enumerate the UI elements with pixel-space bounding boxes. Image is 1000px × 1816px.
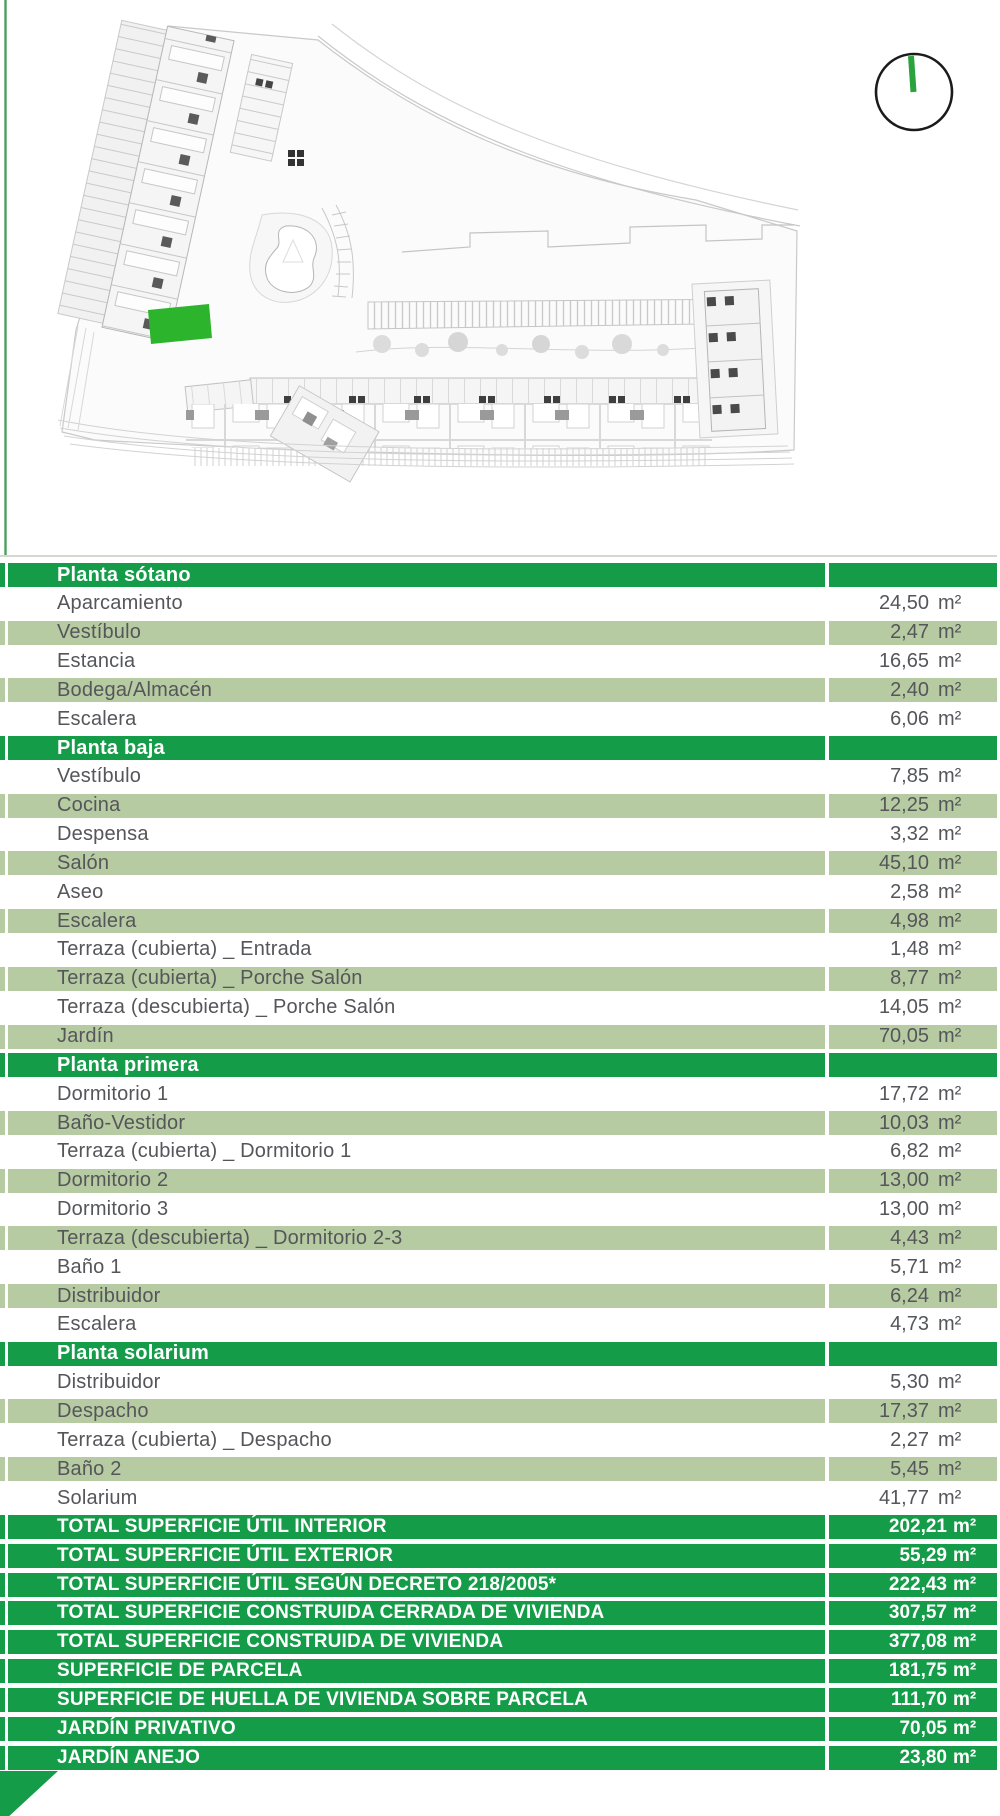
room-label: Solarium xyxy=(57,1486,138,1509)
room-label: Terraza (cubierta) _ Entrada xyxy=(57,938,312,961)
total-row xyxy=(0,1746,997,1770)
area-value: 2,27 xyxy=(890,1428,929,1451)
row-left-sliver xyxy=(0,823,5,847)
area-value: 7,85 xyxy=(890,765,929,788)
room-label: Dormitorio 1 xyxy=(57,1082,169,1105)
unit-label: m² xyxy=(953,1544,977,1566)
area-value: 24,50 xyxy=(878,592,929,615)
area-value: 10,03 xyxy=(878,1111,929,1134)
area-value: 202,21 xyxy=(888,1515,947,1537)
section-header-row xyxy=(0,1053,997,1077)
row-left-sliver xyxy=(0,967,5,991)
row-left-sliver xyxy=(0,736,5,760)
area-value: 4,98 xyxy=(890,909,929,932)
total-label: TOTAL SUPERFICIE CONSTRUIDA DE VIVIENDA xyxy=(8,1630,825,1654)
total-label: SUPERFICIE DE HUELLA DE VIVIENDA SOBRE PARCELA xyxy=(8,1688,825,1712)
row-left-sliver xyxy=(0,1746,5,1770)
areas-table xyxy=(0,563,997,1770)
room-label: Baño-Vestidor xyxy=(8,1111,825,1135)
unit-label: m² xyxy=(938,851,962,874)
area-value-cell xyxy=(829,1025,997,1049)
table-row xyxy=(0,996,997,1020)
unit-label: m² xyxy=(938,1198,962,1221)
room-label: Despacho xyxy=(8,1399,825,1423)
area-value: 70,05 xyxy=(878,1025,929,1047)
row-left-sliver xyxy=(0,1515,5,1539)
row-left-sliver xyxy=(0,1544,5,1568)
row-left-sliver xyxy=(0,1342,5,1366)
area-value-cell xyxy=(829,851,997,875)
area-value: 4,73 xyxy=(890,1313,929,1336)
area-value: 2,40 xyxy=(890,678,929,701)
room-label: Jardín xyxy=(8,1025,825,1049)
area-value: 17,37 xyxy=(878,1399,929,1422)
unit-label: m² xyxy=(938,592,962,615)
row-left-sliver xyxy=(0,1255,5,1279)
row-left-sliver xyxy=(0,1226,5,1250)
area-value: 5,45 xyxy=(890,1457,929,1480)
area-value-cell xyxy=(829,765,997,789)
section-title: Planta solarium xyxy=(8,1342,825,1366)
room-label: Baño 1 xyxy=(57,1255,122,1278)
row-left-sliver xyxy=(0,1486,5,1510)
unit-label: m² xyxy=(953,1515,977,1537)
unit-label: m² xyxy=(938,823,962,846)
area-value-cell xyxy=(829,880,997,904)
area-value-cell xyxy=(829,823,997,847)
area-value-cell xyxy=(829,678,997,702)
area-value-cell xyxy=(829,1053,997,1077)
table-row xyxy=(0,1111,997,1135)
row-left-sliver xyxy=(0,1573,5,1597)
area-value-cell xyxy=(829,1198,997,1222)
row-left-sliver xyxy=(0,851,5,875)
area-value-cell xyxy=(829,938,997,962)
unit-label: m² xyxy=(938,938,962,961)
unit-label: m² xyxy=(938,1486,962,1509)
row-left-sliver xyxy=(0,1659,5,1683)
unit-label: m² xyxy=(938,1313,962,1336)
area-value: 222,43 xyxy=(888,1573,947,1595)
unit-label: m² xyxy=(938,967,962,990)
row-left-sliver xyxy=(0,1284,5,1308)
total-label: TOTAL SUPERFICIE ÚTIL EXTERIOR xyxy=(8,1544,825,1568)
area-value-cell xyxy=(829,1573,997,1597)
unit-label: m² xyxy=(938,1371,962,1394)
unit-label: m² xyxy=(938,1082,962,1105)
room-label: Vestíbulo xyxy=(8,621,825,645)
total-row xyxy=(0,1688,997,1712)
area-value: 2,58 xyxy=(890,880,929,903)
row-left-sliver xyxy=(0,880,5,904)
area-value-cell xyxy=(829,1486,997,1510)
unit-label: m² xyxy=(938,996,962,1019)
area-value-cell xyxy=(829,736,997,760)
area-value-cell xyxy=(829,1371,997,1395)
total-row xyxy=(0,1601,997,1625)
room-label: Terraza (descubierta) _ Porche Salón xyxy=(57,996,396,1019)
right-block xyxy=(692,280,778,438)
section-title: Planta baja xyxy=(8,736,825,760)
table-row xyxy=(0,851,997,875)
area-value: 45,10 xyxy=(878,851,929,874)
area-value-cell xyxy=(829,592,997,616)
row-left-sliver xyxy=(0,938,5,962)
area-value-cell xyxy=(829,1630,997,1654)
area-value-cell xyxy=(829,1457,997,1481)
area-value: 5,71 xyxy=(890,1255,929,1278)
total-row xyxy=(0,1717,997,1741)
area-value-cell xyxy=(829,1313,997,1337)
area-value: 17,72 xyxy=(878,1082,929,1105)
unit-label: m² xyxy=(953,1746,977,1768)
unit-label: m² xyxy=(938,1111,962,1134)
room-label: Dormitorio 3 xyxy=(57,1198,169,1221)
total-row xyxy=(0,1515,997,1539)
unit-label: m² xyxy=(938,1457,962,1480)
row-left-sliver xyxy=(0,794,5,818)
table-row xyxy=(0,938,997,962)
area-value-cell xyxy=(829,650,997,674)
area-value-cell xyxy=(829,1659,997,1683)
site-plan xyxy=(0,0,1000,560)
room-label: Escalera xyxy=(57,1313,137,1336)
table-row xyxy=(0,592,997,616)
area-value-cell xyxy=(829,967,997,991)
row-left-sliver xyxy=(0,1428,5,1452)
room-label: Terraza (cubierta) _ Despacho xyxy=(57,1428,332,1451)
unit-label: m² xyxy=(953,1660,977,1682)
area-value: 2,47 xyxy=(890,621,929,644)
unit-label: m² xyxy=(938,794,962,817)
area-value-cell xyxy=(829,1399,997,1423)
table-row xyxy=(0,1313,997,1337)
unit-label: m² xyxy=(953,1717,977,1739)
row-left-sliver xyxy=(0,1688,5,1712)
area-value: 5,30 xyxy=(890,1371,929,1394)
room-label: Despensa xyxy=(57,823,149,846)
area-value: 3,32 xyxy=(890,823,929,846)
unit-label: m² xyxy=(953,1602,977,1624)
unit-label: m² xyxy=(938,1399,962,1422)
row-left-sliver xyxy=(0,650,5,674)
area-value-cell xyxy=(829,1111,997,1135)
unit-label: m² xyxy=(938,707,962,730)
area-value: 4,43 xyxy=(890,1226,929,1249)
room-label: Terraza (cubierta) _ Porche Salón xyxy=(8,967,825,991)
row-left-sliver xyxy=(0,1630,5,1654)
table-row xyxy=(0,1255,997,1279)
row-left-sliver xyxy=(0,707,5,731)
unit-label: m² xyxy=(938,650,962,673)
area-value: 14,05 xyxy=(878,996,929,1019)
room-label: Salón xyxy=(8,851,825,875)
area-value-cell xyxy=(829,1342,997,1366)
room-label: Escalera xyxy=(57,707,137,730)
area-value-cell xyxy=(829,1717,997,1741)
table-row xyxy=(0,1486,997,1510)
unit-label: m² xyxy=(938,621,962,644)
area-value: 111,70 xyxy=(890,1688,947,1710)
total-label: TOTAL SUPERFICIE CONSTRUIDA CERRADA DE VIVIENDA xyxy=(8,1601,825,1625)
table-row xyxy=(0,707,997,731)
unit-label: m² xyxy=(953,1573,977,1595)
total-label: JARDÍN ANEJO xyxy=(8,1746,825,1770)
room-label: Distribuidor xyxy=(8,1284,825,1308)
room-label: Bodega/Almacén xyxy=(8,678,825,702)
table-top-rule xyxy=(0,555,997,557)
unit-label: m² xyxy=(938,1255,962,1278)
room-label: Aparcamiento xyxy=(57,592,183,615)
area-value: 13,00 xyxy=(878,1169,929,1192)
row-left-sliver xyxy=(0,1457,5,1481)
row-left-sliver xyxy=(0,621,5,645)
unit-label: m² xyxy=(938,1169,962,1192)
area-value-cell xyxy=(829,996,997,1020)
total-label: SUPERFICIE DE PARCELA xyxy=(8,1659,825,1683)
table-row xyxy=(0,1284,997,1308)
unit-label: m² xyxy=(938,1284,962,1307)
table-row xyxy=(0,1025,997,1049)
area-value-cell xyxy=(829,1140,997,1164)
area-value: 1,48 xyxy=(890,938,929,961)
table-row xyxy=(0,909,997,933)
row-left-sliver xyxy=(0,909,5,933)
area-value-cell xyxy=(829,1544,997,1568)
table-row xyxy=(0,967,997,991)
row-left-sliver xyxy=(0,1140,5,1164)
room-label: Distribuidor xyxy=(57,1371,161,1394)
total-row xyxy=(0,1573,997,1597)
row-left-sliver xyxy=(0,592,5,616)
area-value-cell xyxy=(829,563,997,587)
corner-ribbon xyxy=(0,1771,58,1816)
area-value: 8,77 xyxy=(890,967,929,990)
table-row xyxy=(0,621,997,645)
area-value: 16,65 xyxy=(878,650,929,673)
table-row xyxy=(0,794,997,818)
area-value-cell xyxy=(829,794,997,818)
unit-label: m² xyxy=(953,1631,977,1653)
row-left-sliver xyxy=(0,1601,5,1625)
area-value-cell xyxy=(829,621,997,645)
compass-icon xyxy=(876,54,952,130)
row-left-sliver xyxy=(0,1082,5,1106)
area-value-cell xyxy=(829,1746,997,1770)
area-value-cell xyxy=(829,1515,997,1539)
plot-row xyxy=(186,404,712,466)
table-row xyxy=(0,1399,997,1423)
table-row xyxy=(0,678,997,702)
room-label: Escalera xyxy=(8,909,825,933)
room-label: Dormitorio 2 xyxy=(8,1169,825,1193)
area-value-cell xyxy=(829,1428,997,1452)
section-header-row xyxy=(0,1342,997,1366)
room-label: Terraza (descubierta) _ Dormitorio 2-3 xyxy=(8,1226,825,1250)
total-row xyxy=(0,1659,997,1683)
row-left-sliver xyxy=(0,996,5,1020)
table-row xyxy=(0,1371,997,1395)
section-header-row xyxy=(0,736,997,760)
row-left-sliver xyxy=(0,765,5,789)
area-value: 41,77 xyxy=(878,1486,929,1509)
area-value: 12,25 xyxy=(878,794,929,817)
total-row xyxy=(0,1544,997,1568)
section-header-row xyxy=(0,563,997,587)
area-value-cell xyxy=(829,1688,997,1712)
room-label: Estancia xyxy=(57,650,136,673)
row-left-sliver xyxy=(0,1111,5,1135)
total-row xyxy=(0,1630,997,1654)
room-label: Cocina xyxy=(8,794,825,818)
table-row xyxy=(0,1226,997,1250)
table-row xyxy=(0,823,997,847)
area-value-cell xyxy=(829,909,997,933)
unit-label: m² xyxy=(938,909,962,932)
table-row xyxy=(0,1457,997,1481)
highlighted-unit xyxy=(148,304,212,344)
room-label: Vestíbulo xyxy=(57,765,142,788)
area-value-cell xyxy=(829,1226,997,1250)
room-label: Baño 2 xyxy=(8,1457,825,1481)
row-left-sliver xyxy=(0,1053,5,1077)
row-left-sliver xyxy=(0,1169,5,1193)
area-value: 23,80 xyxy=(899,1746,947,1768)
table-row xyxy=(0,880,997,904)
table-row xyxy=(0,1082,997,1106)
table-row xyxy=(0,765,997,789)
room-label: Terraza (cubierta) _ Dormitorio 1 xyxy=(57,1140,352,1163)
section-title: Planta primera xyxy=(8,1053,825,1077)
unit-label: m² xyxy=(938,880,962,903)
table-row xyxy=(0,1428,997,1452)
unit-label: m² xyxy=(938,1140,962,1163)
unit-label: m² xyxy=(938,1226,962,1249)
total-label: TOTAL SUPERFICIE ÚTIL INTERIOR xyxy=(8,1515,825,1539)
area-value-cell xyxy=(829,1169,997,1193)
row-left-sliver xyxy=(0,1025,5,1049)
section-title: Planta sótano xyxy=(8,563,825,587)
area-value: 377,08 xyxy=(888,1631,947,1653)
table-row xyxy=(0,1169,997,1193)
table-row xyxy=(0,650,997,674)
unit-label: m² xyxy=(938,765,962,788)
area-value: 6,06 xyxy=(890,707,929,730)
unit-label: m² xyxy=(938,1025,962,1047)
area-value: 55,29 xyxy=(899,1544,947,1566)
area-value: 181,75 xyxy=(888,1660,947,1682)
area-value-cell xyxy=(829,1601,997,1625)
table-row xyxy=(0,1198,997,1222)
area-value: 6,24 xyxy=(890,1284,929,1307)
room-label: Aseo xyxy=(57,880,104,903)
table-row xyxy=(0,1140,997,1164)
area-value: 13,00 xyxy=(878,1198,929,1221)
row-left-sliver xyxy=(0,1399,5,1423)
unit-label: m² xyxy=(953,1688,977,1710)
area-value: 6,82 xyxy=(890,1140,929,1163)
row-left-sliver xyxy=(0,1198,5,1222)
area-value-cell xyxy=(829,1082,997,1106)
unit-label: m² xyxy=(938,678,962,701)
total-label: TOTAL SUPERFICIE ÚTIL SEGÚN DECRETO 218/2005* xyxy=(8,1573,825,1597)
row-left-sliver xyxy=(0,563,5,587)
area-value-cell xyxy=(829,1284,997,1308)
row-left-sliver xyxy=(0,1717,5,1741)
unit-label: m² xyxy=(938,1428,962,1451)
total-label: JARDÍN PRIVATIVO xyxy=(8,1717,825,1741)
row-left-sliver xyxy=(0,1313,5,1337)
row-left-sliver xyxy=(0,678,5,702)
area-value-cell xyxy=(829,707,997,731)
area-value: 307,57 xyxy=(888,1602,947,1624)
row-left-sliver xyxy=(0,1371,5,1395)
area-value-cell xyxy=(829,1255,997,1279)
area-value: 70,05 xyxy=(899,1717,947,1739)
